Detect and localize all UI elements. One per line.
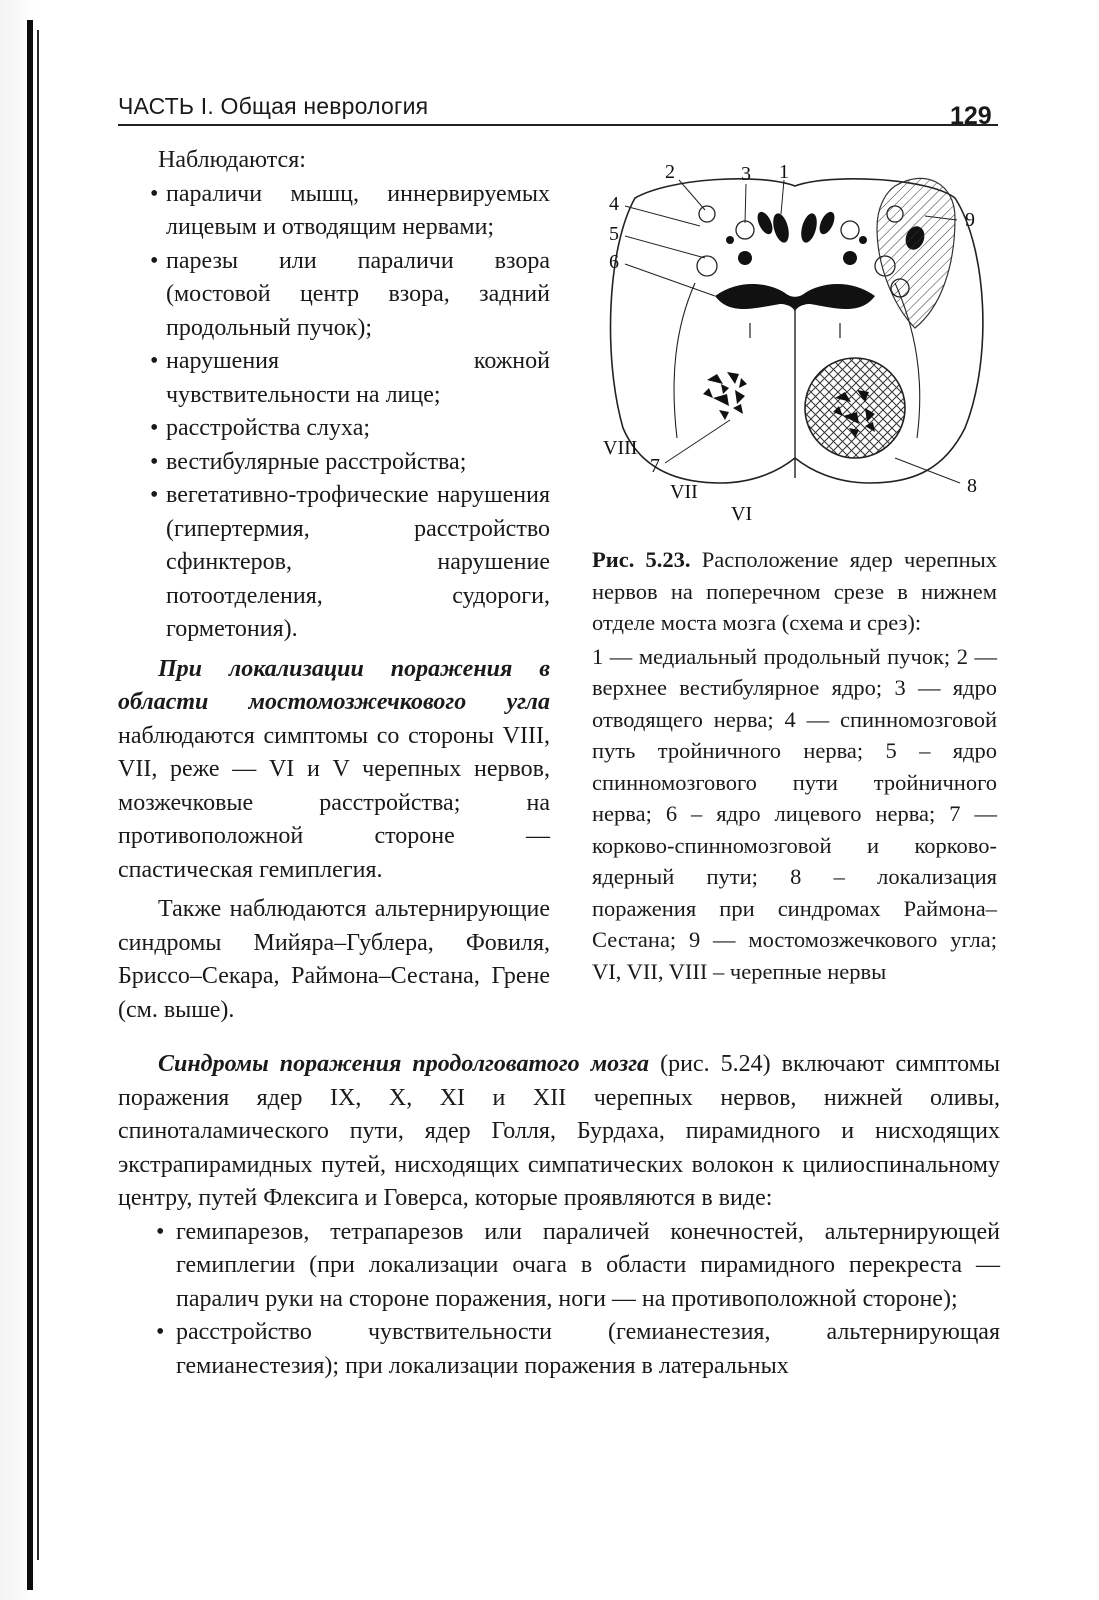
list-item: • параличи мышц, иннервируемых лицевым и отводящим нервами;: [146, 178, 550, 245]
observed-label: Наблюдаются:: [158, 147, 306, 173]
cerebellopontine-paragraph: [118, 653, 550, 888]
figure-label-3: 3: [741, 163, 751, 185]
figure-label-2: 2: [665, 161, 675, 183]
medulla-symptom-list: [118, 1216, 1000, 1384]
list-item: • вегетативно-трофические нарушения (гипертермия, расстройство сфинктеров, нарушение потоотделения, судороги, горметония).: [146, 479, 550, 647]
pontine-symptom-list: [118, 178, 550, 647]
figure-label-VIII: VIII: [603, 437, 638, 459]
medulla-paragraph: [118, 1048, 1000, 1216]
figure-label-5: 5: [609, 223, 619, 245]
caption-figure-number: Рис. 5.23.: [592, 547, 691, 572]
figure-label-6: 6: [609, 251, 619, 273]
page-number: 129: [950, 102, 992, 130]
medulla-text: (рис. 5.24) включают симптомы поражения ядер IX, X, XI и XII черепных нервов, нижней оливы, спиноталамического пути, ядер Голля, Бурдаха, пирамидного и нисходящих экстрапирамидных путей, нисходящих симпатических волокон к цилиоспинальному центру, путей Флексига и Говерса, которые проявляются в виде:: [118, 1051, 1001, 1211]
list-item: • гемипарезов, тетрапарезов или параличей конечностей, альтернирующей гемиплегии (при локализации очага в области пирамидного перекреста — паралич руки на стороне поражения, ноги — на противоположной стороне);: [118, 1216, 1000, 1317]
pons-section-figure: [595, 158, 1000, 530]
figure-label-9: 9: [965, 209, 975, 231]
list-item: • расстройство чувствительности (гемианестезия, альтернирующая гемианестезия); при локализации поражения в латеральных: [118, 1316, 1000, 1383]
figure-label-VII: VII: [670, 481, 698, 503]
figure-label-1: 1: [779, 161, 789, 183]
mlf-right: [798, 212, 819, 245]
list-item: • парезы или параличи взора (мостовой центр взора, задний продольный пучок);: [146, 245, 550, 346]
caption-legend: 1 — медиальный продольный пучок; 2 — верхнее вестибулярное ядро; 3 — ядро отводящего нерва; 4 — спинномозговой путь тройничного нерва; 5 – ядро спинномозгового пути тройничного нерва; 6 – ядро лицевого нерва; 7 — корково-спинномозговой и корково-ядерный пути; 8 – локализация поражения при синдромах Раймона–Сестана; 9 — мостомозжечкового угла; VI, VII, VIII – черепные нервы: [592, 643, 997, 984]
list-item: • нарушения кожной чувствительности на лице;: [146, 345, 550, 412]
mlf-left: [770, 212, 791, 245]
running-header: ЧАСТЬ I. Общая неврология: [118, 93, 429, 119]
caption-title-text: Расположение ядер черепных нервов на поперечном срезе в нижнем отделе моста мозга (схема и срез):: [592, 547, 997, 635]
figure-caption: [592, 544, 997, 987]
figure-label-8: 8: [967, 475, 977, 497]
raymond-cestan-lesion: [805, 358, 905, 458]
corticospinal-tract-left: [695, 363, 755, 423]
cerebellopontine-lesion: [877, 178, 955, 328]
medulla-heading: Синдромы поражения продолговатого мозга: [158, 1051, 650, 1077]
cerebellopontine-intro: При локализации поражения в области мостомозжечкового угла: [118, 655, 550, 715]
scan-binding-edge: [27, 20, 33, 1590]
figure-label-VI: VI: [731, 503, 753, 525]
list-item: • расстройства слуха;: [146, 412, 550, 446]
scan-binding-edge-inner: [37, 30, 39, 1560]
alternating-syndromes-paragraph: Также наблюдаются альтернирующие синдромы Мийяра–Гублера, Фовиля, Бриссо–Секара, Раймона–Сестана, Грене (см. выше).: [118, 896, 550, 1023]
cerebellopontine-text: наблюдаются симптомы со стороны VIII, VII, реже — VI и V черепных нервов, мозжечковые расстройства; на противоположной стороне — спастическая гемиплегия.: [118, 722, 550, 883]
figure-label-4: 4: [609, 193, 619, 215]
medulla-section: [118, 1048, 1000, 1383]
left-column: [118, 144, 550, 1027]
figure-label-7: 7: [650, 455, 660, 477]
caption-title-line: [592, 544, 997, 639]
list-item: • вестибулярные расстройства;: [146, 446, 550, 480]
header-rule: [118, 124, 998, 126]
